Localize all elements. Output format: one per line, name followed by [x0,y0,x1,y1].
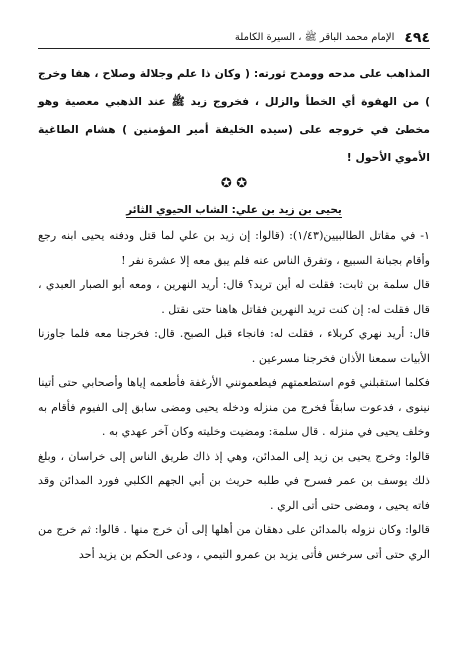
page-header [38,28,430,49]
running-title: الإمام محمد الباقر ﷺ ، السيرة الكاملة [234,32,395,43]
body-paragraph: فكلما استقبلني قوم استطعمتهم فيطعمونني الأرغفة فأطعمه إياها وأصحابي حتى أتينا نينوى ، فدعوت سابقاً فخرج من منزله ودخله يحيى ومضى سابق إلى الفيوم فأقام به وخلف يحيى في منزله . قال سلمة: ومضيت وخليته وكان آخر عهدي به . [38,376,430,438]
page-body [38,56,430,567]
body-paragraph: ١- في مقاتل الطالبيين(١/٤٣): (قالوا: إن زيد بن علي لما قتل ودفنه يحيى ابنه رجع وأقام بجبانة السبيع ، وتفرق الناس عنه فلم يبق معه إلا عشرة نفر ! [38,229,430,267]
section-ornament: ✪ ✪ [220,176,248,191]
section-heading [38,200,430,220]
body-paragraph: قالوا: وكان نزوله بالمدائن على دهقان من أهلها إلى أن خرج منها . قالوا: ثم خرج من الري حتى أتى سرخس فأتى يزيد بن عمرو التيمي ، ودعى الحكم بن يزيد أحد [38,523,430,561]
intro-paragraph: المذاهب على مدحه وومدح ثورته: ( وكان ذا علم وجلالة وصلاح ، هفا وخرج ) من الهفوة أي الخطأ والزلل ، فخروج زيد ﷺ عند الذهبي معصية وهو مخطئ في خروجه على (سيده الخليفة أمير المؤمنين ) هشام الطاغية الأموي الأحول ! [38,67,430,164]
body-paragraph: قال سلمة بن ثابت: فقلت له أين تريد؟ قال: أريد النهرين ، ومعه أبو الصبار العبدي ، قال فقلت له: إن كنت تريد النهرين فقاتل هاهنا حتى نقتل . [38,278,430,316]
body-paragraph: قال: أريد نهري كربلاء ، فقلت له: فانجاء قبل الصبح. قال: فخرجنا معه فلما جاوزنا الأبيات سمعنا الأذان فخرجنا مسرعين . [38,327,430,365]
page-number: ٤٩٤ [404,30,430,46]
section-heading-text: يحيى بن زيد بن علي: الشاب الحيوي الثائر [126,204,342,216]
body-paragraph: قالوا: وخرج يحيى بن زيد إلى المدائن، وهي إذ ذاك طريق الناس إلى خراسان ، وبلغ ذلك يوسف بن عمر فسرح في طلبه حريث بن أبي الجهم الكلبي فورد المدائن وقد فاته يحيى ، ومضى حتى أتى الري . [38,449,430,512]
